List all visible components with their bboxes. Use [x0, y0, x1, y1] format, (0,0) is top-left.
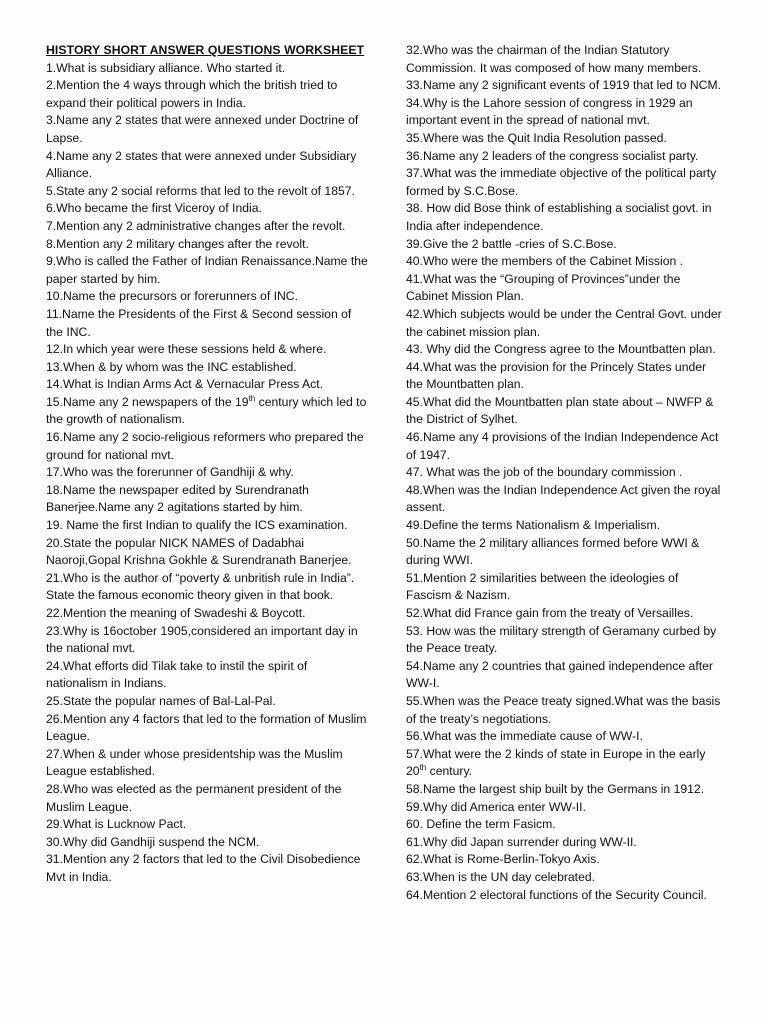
question-item: 5.State any 2 social reforms that led to the revolt of 1857.	[46, 183, 355, 198]
question-item: 11.Name the Presidents of the First & Second session of the INC.	[46, 306, 352, 339]
question-item: 19. Name the first Indian to qualify the ICS examination.	[46, 518, 348, 533]
question-item: 36.Name any 2 leaders of the congress socialist party.	[406, 148, 699, 163]
question-item: 21.Who is the author of “poverty & unbritish rule in India”. State the famous economic theory given in that book.	[46, 570, 355, 603]
question-item: 35.Where was the Quit India Resolution passed.	[406, 130, 667, 145]
question-item: 22.Mention the meaning of Swadeshi & Boycott.	[46, 606, 306, 620]
question-item: 41.What was the “Grouping of Provinces”under the Cabinet Mission Plan.	[406, 271, 681, 304]
worksheet-title: HISTORY SHORT ANSWER QUESTIONS WORKSHEET	[46, 43, 365, 57]
question-item: 25.State the popular names of Bal-Lal-Pal.	[46, 693, 276, 708]
left-column	[46, 42, 371, 887]
question-item: 33.Name any 2 significant events of 1919 that led to NCM.	[406, 78, 722, 93]
question-item: 38. How did Bose think of establishing a socialist govt. in India after independence.	[406, 201, 712, 233]
question-item: 63.When is the UN day celebrated.	[406, 869, 596, 884]
question-item: 40.Who were the members of the Cabinet Mission .	[406, 254, 684, 269]
question-item: 4.Name any 2 states that were annexed under Subsidiary Alliance.	[46, 148, 357, 181]
question-item: 54.Name any 2 countries that gained independence after WW-I.	[406, 658, 713, 691]
question-item: 31.Mention any 2 factors that led to the Civil Disobedience Mvt in India.	[46, 852, 361, 884]
question-item: 51.Mention 2 similarities between the ideologies of Fascism & Nazism.	[406, 570, 679, 603]
question-item: 12.In which year were these sessions held & where.	[46, 342, 327, 357]
question-item: 24.What efforts did Tilak take to instil the spirit of nationalism in Indians.	[46, 658, 308, 691]
question-item: 44.What was the provision for the Princely States under the Mountbatten plan.	[406, 359, 707, 392]
question-item: 49.Define the terms Nationalism & Imperialism.	[406, 518, 660, 533]
question-item: 8.Mention any 2 military changes after the revolt.	[46, 236, 309, 251]
question-item: 48.When was the Indian Independence Act given the royal assent.	[406, 482, 721, 515]
question-item: 62.What is Rome-Berlin-Tokyo Axis.	[406, 852, 600, 867]
question-item: 15.Name any 2 newspapers of the 19th century which led to the growth of nationalism.	[46, 393, 367, 427]
question-item: 3.Name any 2 states that were annexed under Doctrine of Lapse.	[46, 113, 359, 145]
question-item: 18.Name the newspaper edited by Surendranath Banerjee.Name any 2 agitations started by him.	[46, 482, 309, 515]
question-item: 23.Why is 16october 1905,considered an important day in the national mvt.	[46, 623, 358, 656]
question-item: 46.Name any 4 provisions of the Indian Independence Act of 1947.	[406, 430, 719, 462]
question-item: 59.Why did America enter WW-II.	[406, 799, 586, 814]
question-item: 30.Why did Gandhiji suspend the NCM.	[46, 834, 260, 849]
question-item: 55.When was the Peace treaty signed.What was the basis of the treaty’s negotiations.	[406, 693, 721, 726]
question-item: 9.Who is called the Father of Indian Renaissance.Name the paper started by him.	[46, 254, 368, 286]
question-item: 43. Why did the Congress agree to the Mountbatten plan.	[406, 342, 716, 357]
question-item: 29.What is Lucknow Pact.	[46, 817, 187, 832]
question-item: 6.Who became the first Viceroy of India.	[46, 201, 262, 216]
right-column	[406, 42, 724, 904]
question-item: 16.Name any 2 socio-religious reformers who prepared the ground for national mvt.	[46, 430, 364, 462]
question-item: 34.Why is the Lahore session of congress in 1929 an important event in the spread of national mvt.	[406, 95, 693, 128]
question-item: 50.Name the 2 military alliances formed before WWI & during WWI.	[406, 535, 700, 568]
question-item: 42.Which subjects would be under the Central Govt. under the cabinet mission plan.	[406, 306, 722, 339]
question-item: 61.Why did Japan surrender during WW-II.	[406, 834, 637, 849]
question-item: 64.Mention 2 electoral functions of the Security Council.	[406, 887, 707, 902]
question-item: 58.Name the largest ship built by the Germans in 1912.	[406, 781, 705, 796]
question-item: 32.Who was the chairman of the Indian Statutory Commission. It was composed of how many members.	[406, 43, 702, 75]
question-item: 17.Who was the forerunner of Gandhiji & why.	[46, 465, 294, 480]
question-item: 27.When & under whose presidentship was the Muslim League established.	[46, 746, 343, 779]
question-item: 37.What was the immediate objective of the political party formed by S.C.Bose.	[406, 166, 717, 198]
question-item: 1.What is subsidiary alliance. Who started it.	[46, 60, 286, 75]
question-item: 60. Define the term Fasicm.	[406, 817, 556, 832]
question-item: 39.Give the 2 battle -cries of S.C.Bose.	[406, 236, 617, 251]
question-item: 28.Who was elected as the permanent president of the Muslim League.	[46, 781, 342, 814]
question-item: 56.What was the immediate cause of WW-I.	[406, 729, 643, 744]
question-item: 53. How was the military strength of Geramany curbed by the Peace treaty.	[406, 623, 717, 656]
question-item: 7.Mention any 2 administrative changes after the revolt.	[46, 218, 346, 233]
question-item: 45.What did the Mountbatten plan state about – NWFP & the District of Sylhet.	[406, 394, 714, 427]
question-item: 14.What is Indian Arms Act & Vernacular Press Act.	[46, 377, 324, 392]
question-item: 20.State the popular NICK NAMES of Dadabhai Naoroji,Gopal Krishna Gokhle & Surendranath Banerjee.	[46, 535, 352, 568]
question-item: 47. What was the job of the boundary commission .	[406, 465, 683, 480]
question-item: 57.What were the 2 kinds of state in Europe in the early 20th century.	[406, 746, 706, 779]
question-item: 26.Mention any 4 factors that led to the formation of Muslim League.	[46, 711, 367, 744]
question-item: 52.What did France gain from the treaty of Versailles.	[406, 606, 694, 620]
left-question-list	[46, 60, 371, 887]
question-item: 10.Name the precursors or forerunners of INC.	[46, 289, 298, 304]
question-item: 13.When & by whom was the INC established.	[46, 359, 297, 374]
question-item: 2.Mention the 4 ways through which the british tried to expand their political powers in India.	[46, 78, 338, 110]
right-question-list	[406, 42, 724, 904]
